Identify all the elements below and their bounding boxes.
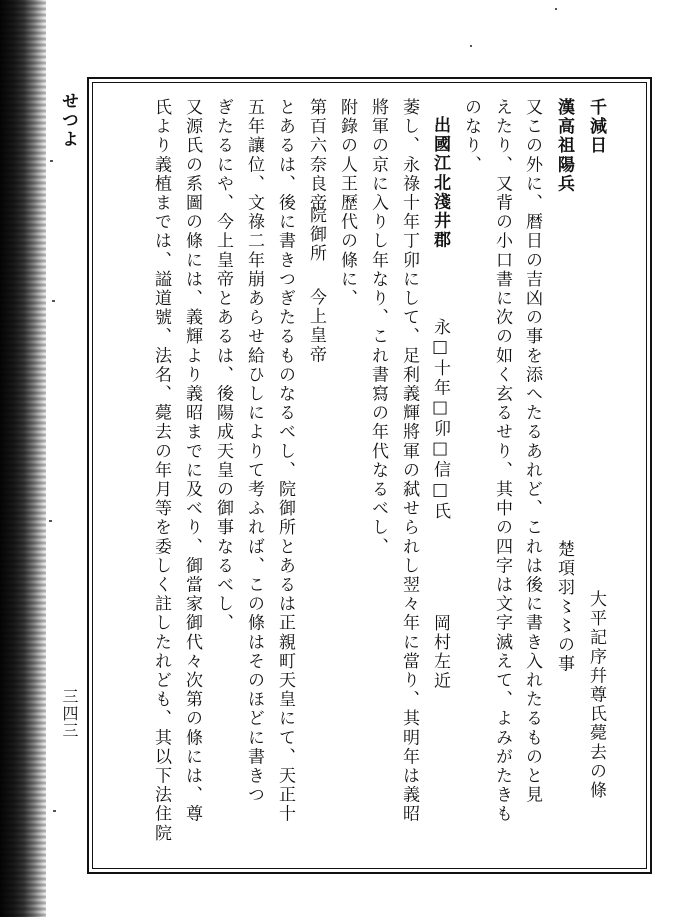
- scan-speck: [53, 810, 56, 812]
- text-column: 萎し、永祿十年丁卯にして、足利義輝將軍の弑せられし翌々年に當り、其明年は義昭: [399, 98, 419, 824]
- scan-speck: [555, 8, 557, 10]
- text-column: 氏より義植までは、謚道號、法名、薨去の年月等を委しく註したれども、其以下法住院: [151, 98, 171, 843]
- text-column: 出國江北淺井郡: [430, 116, 450, 250]
- text-column: 院御所: [306, 206, 326, 264]
- text-column: とあるは、後に書きつぎたるものなるべし、院御所とあるは正親町天皇にて、天正十: [275, 98, 295, 824]
- text-column: 永□十年□卯□信□氏: [430, 318, 450, 521]
- scan-gutter: [0, 0, 46, 917]
- page-header: せつよ: [58, 92, 78, 149]
- text-column: 今上皇帝: [306, 288, 326, 365]
- text-column: 大平記序幷尊氏薨去の條: [586, 590, 606, 801]
- text-column: えたり、又背の小口書に次の如く玄るせり、其中の四字は文字滅えて、よみがたきも: [492, 98, 512, 824]
- text-column: 岡村左近: [430, 614, 450, 691]
- text-column: 又この外に、暦日の吉凶の事を添へたるあれど、これは後に書き入れたるものと見: [522, 98, 542, 805]
- text-column: ぎたるにや、今上皇帝とあるは、後陽成天皇の御事なるべし、: [213, 98, 233, 633]
- text-column: 楚項羽〻〻の事: [554, 540, 574, 674]
- scan-speck: [50, 160, 53, 162]
- text-column: 漢高祖陽兵: [554, 98, 574, 194]
- text-column: 千減日: [586, 98, 606, 156]
- text-column: 第百六奈良帝: [306, 98, 326, 213]
- text-column: 又源氏の系圖の條には、義輝より義昭までに及べり、御當家御代々次第の條には、尊: [182, 98, 202, 824]
- text-column: 五年讓位、文祿二年崩あらせ給ひしによりて考ふれば、この條はそのほどに書きつ: [244, 98, 264, 805]
- scan-speck: [52, 300, 55, 302]
- page-number: 三四三: [60, 688, 79, 739]
- text-column: のなり、: [461, 98, 481, 175]
- scan-speck: [470, 45, 472, 47]
- scan-speck: [49, 520, 52, 522]
- text-column: 附錄の人王歷代の條に、: [337, 98, 357, 309]
- text-column: 將軍の京に入りし年なり、これ書寫の年代なるべし、: [368, 98, 388, 557]
